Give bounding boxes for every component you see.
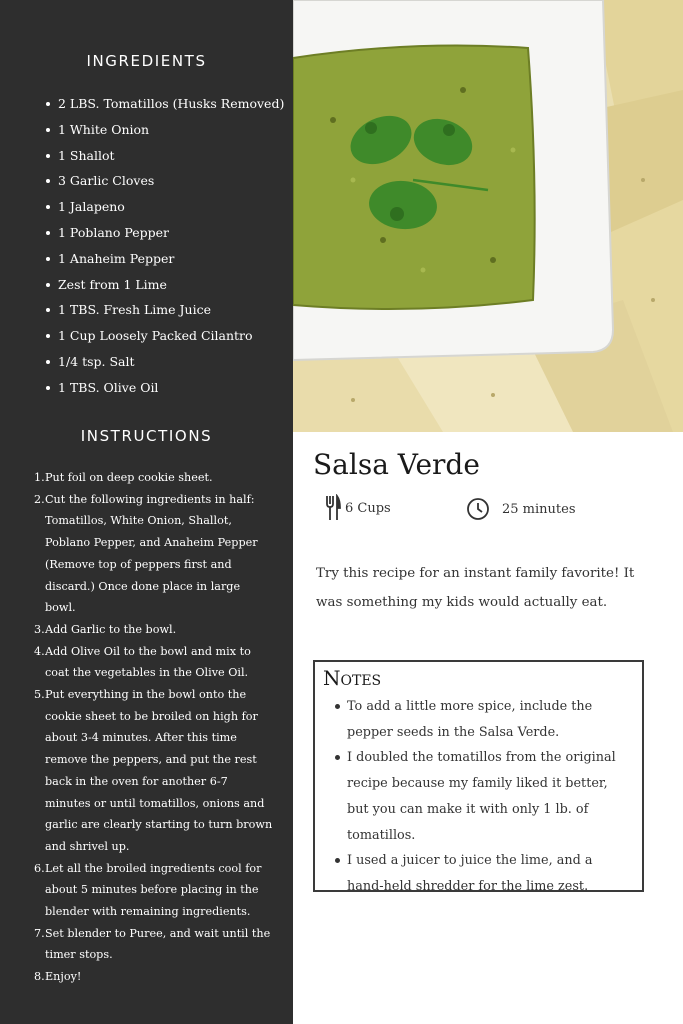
step-number: 2. bbox=[34, 492, 45, 506]
list-item: I used a juicer to juice the lime, and a hand-held shredder for the lime zest. bbox=[347, 848, 630, 899]
step-text: Let all the broiled ingredients cool for about 5 minutes before placing in the blender with remaining ingredients. bbox=[45, 861, 262, 919]
step-text: Cut the following ingredients in half: Tomatillos, White Onion, Shallot, Poblano Pepper, and Anaheim Pepper (Remove top of peppers first and discard.) Once done place in large bowl. bbox=[45, 492, 258, 615]
ingredients-list bbox=[0, 92, 293, 402]
list-item: 2 LBS. Tomatillos (Husks Removed) bbox=[58, 92, 293, 118]
step-number: 1. bbox=[34, 471, 45, 484]
list-item: 1 TBS. Olive Oil bbox=[58, 376, 293, 402]
step-number: 3. bbox=[34, 622, 45, 636]
list-item bbox=[34, 489, 273, 619]
list-item: 3 Garlic Cloves bbox=[58, 169, 293, 195]
salsa-photo bbox=[293, 0, 683, 432]
ingredients-heading: INGREDIENTS bbox=[86, 52, 207, 70]
list-item: 1 Poblano Pepper bbox=[58, 221, 293, 247]
list-item bbox=[34, 923, 273, 966]
step-number: 4. bbox=[34, 644, 45, 658]
step-text: Add Garlic to the bowl. bbox=[45, 622, 177, 636]
list-item bbox=[34, 641, 273, 684]
time-text: 25 minutes bbox=[502, 501, 576, 517]
salsa-illustration bbox=[293, 0, 683, 432]
list-item bbox=[34, 467, 273, 489]
step-number: 8. bbox=[34, 970, 45, 984]
notes-list bbox=[315, 694, 642, 900]
list-item: 1 TBS. Fresh Lime Juice bbox=[58, 298, 293, 324]
list-item bbox=[34, 858, 273, 923]
list-item: 1 White Onion bbox=[58, 118, 293, 144]
list-item bbox=[34, 619, 273, 641]
step-text: Add Olive Oil to the bowl and mix to coat the vegetables in the Olive Oil. bbox=[45, 644, 251, 680]
step-number: 5. bbox=[34, 688, 45, 702]
list-item: 1/4 tsp. Salt bbox=[58, 350, 293, 376]
servings bbox=[325, 494, 391, 522]
total-time bbox=[466, 497, 576, 521]
clock-icon bbox=[466, 497, 490, 521]
list-item: Zest from 1 Lime bbox=[58, 273, 293, 299]
list-item: 1 Jalapeno bbox=[58, 195, 293, 221]
instructions-list bbox=[0, 467, 293, 988]
list-item: To add a little more spice, include the pepper seeds in the Salsa Verde. bbox=[347, 694, 630, 745]
sidebar bbox=[0, 0, 293, 1024]
notes-title: Notes bbox=[323, 666, 382, 690]
list-item bbox=[34, 966, 273, 988]
instructions-heading: INSTRUCTIONS bbox=[80, 427, 213, 445]
recipe-title: Salsa Verde bbox=[313, 448, 480, 481]
fork-knife-icon bbox=[325, 494, 341, 522]
step-text: Set blender to Puree, and wait until the timer stops. bbox=[45, 926, 271, 962]
step-text: Put everything in the bowl onto the cookie sheet to be broiled on high for about 3-4 minutes. After this time remove the peppers, and put the rest back in the oven for another 6-7 minutes or until tomatillos, onions and garlic are clearly starting to turn brown and shrivel up. bbox=[45, 688, 273, 853]
step-number: 7. bbox=[34, 926, 45, 940]
step-text: Put foil on deep cookie sheet. bbox=[45, 471, 213, 484]
step-text: Enjoy! bbox=[45, 970, 82, 984]
list-item: 1 Shallot bbox=[58, 144, 293, 170]
list-item bbox=[34, 684, 273, 858]
list-item: 1 Anaheim Pepper bbox=[58, 247, 293, 273]
list-item: I doubled the tomatillos from the original recipe because my family liked it better, but you can make it with only 1 lb. of tomatillos. bbox=[347, 745, 630, 848]
step-number: 6. bbox=[34, 861, 45, 875]
list-item: 1 Cup Loosely Packed Cilantro bbox=[58, 324, 293, 350]
recipe-description: Try this recipe for an instant family favorite! It was something my kids would actually eat. bbox=[316, 566, 635, 610]
notes-box bbox=[313, 660, 644, 892]
yield-text: 6 Cups bbox=[345, 500, 391, 516]
